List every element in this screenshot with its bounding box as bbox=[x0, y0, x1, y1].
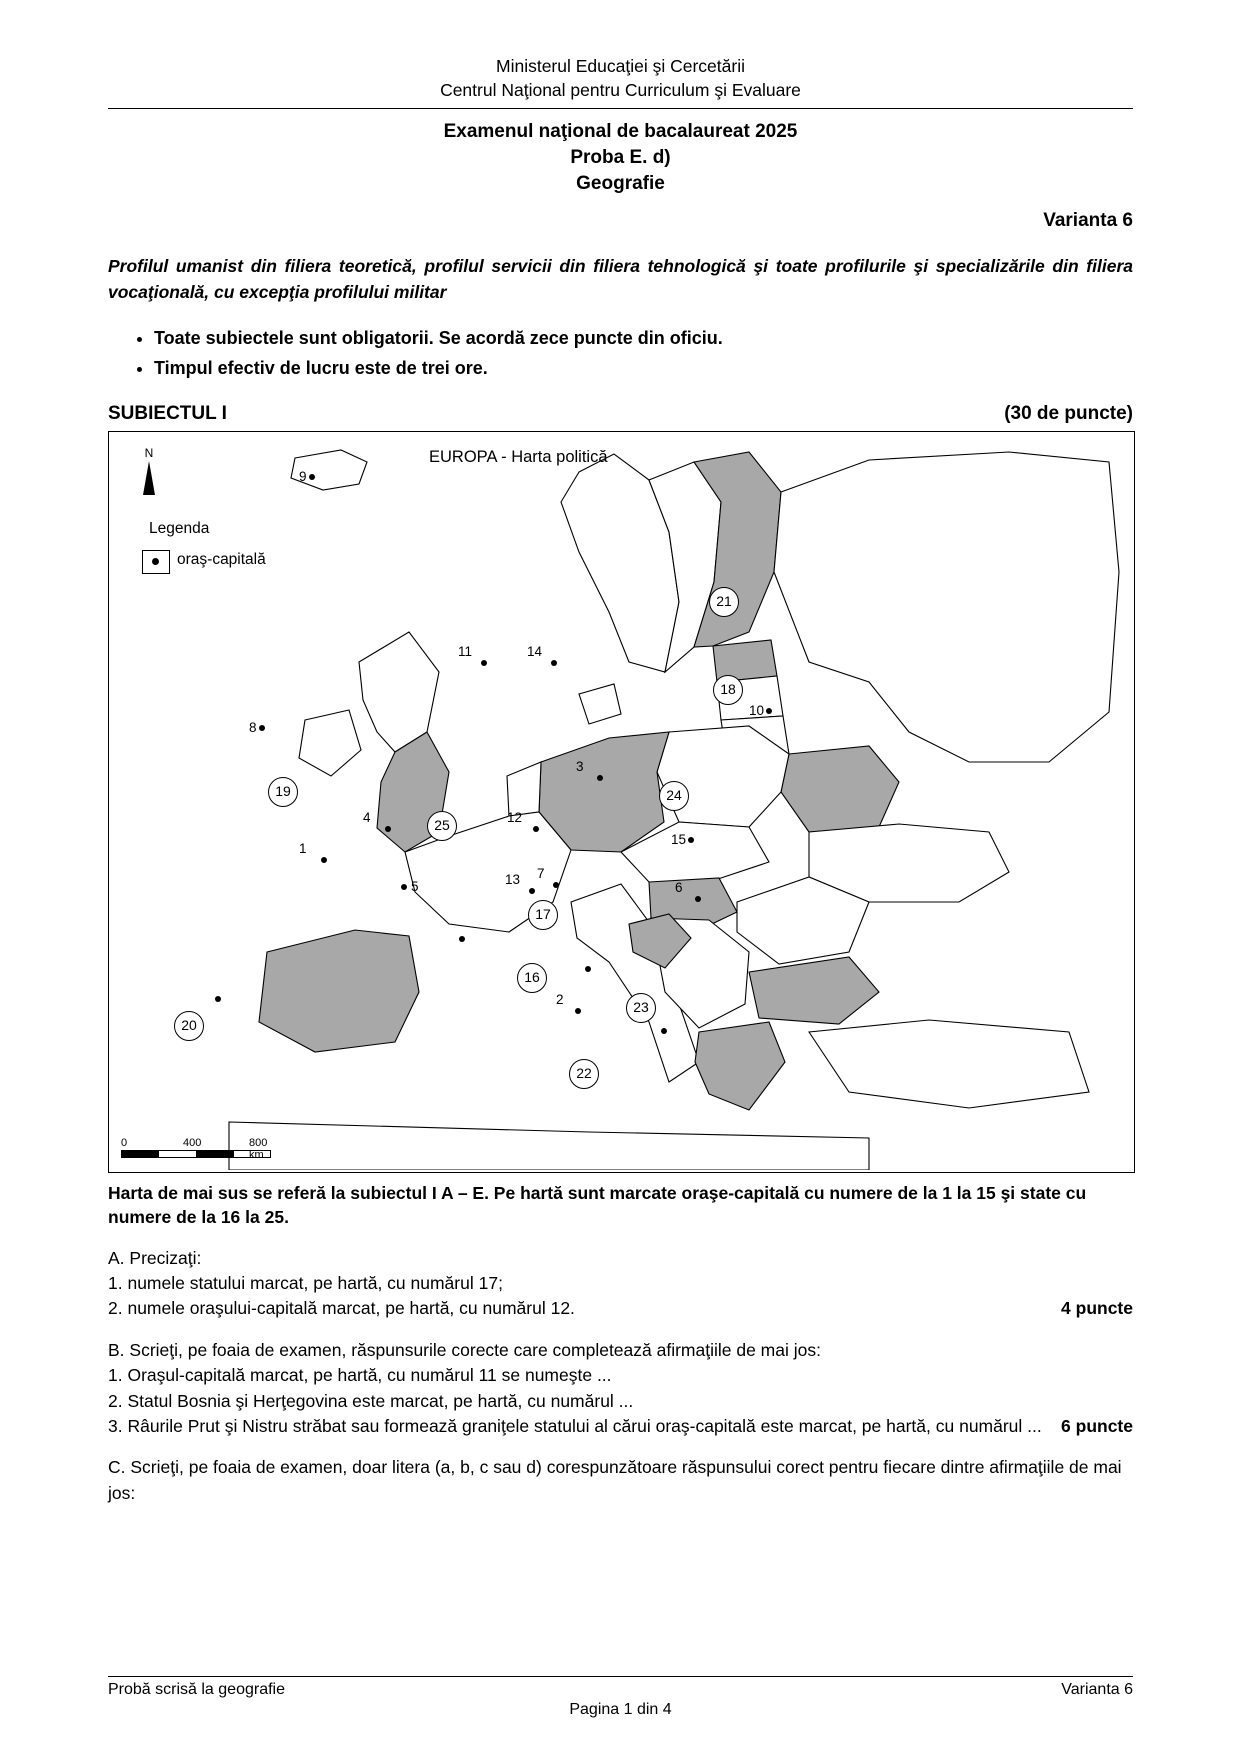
question-c-title: C. Scrieţi, pe foaia de examen, doar litera (a, b, c sau d) corespunzătoare răspunsului corect pentru fiecare dintre afirmaţiile de mai jos: bbox=[108, 1457, 1122, 1503]
scale-mid: 400 bbox=[183, 1136, 202, 1149]
question-a-item-2: 4 puncte 2. numele oraşului-capitală marcat, pe hartă, cu numărul 12. bbox=[108, 1296, 1133, 1321]
question-b-item-2: 2. Statul Bosnia şi Herţegovina este marcat, pe hartă, cu numărul ... bbox=[108, 1390, 634, 1411]
city-dot-madrid bbox=[215, 996, 221, 1002]
map-number-4: 4 bbox=[363, 809, 371, 825]
question-c bbox=[108, 1455, 1133, 1506]
map-number-7: 7 bbox=[537, 865, 545, 881]
variant-label: Varianta 6 bbox=[1043, 210, 1133, 232]
footer-right: Varianta 6 bbox=[1061, 1681, 1133, 1698]
map-state-24: 24 bbox=[659, 781, 689, 811]
map-graphic bbox=[109, 432, 1132, 1170]
city-dot-11 bbox=[481, 660, 487, 666]
compass-north-icon bbox=[134, 446, 164, 495]
footer-divider bbox=[108, 1676, 1133, 1677]
map-state-22: 21 bbox=[709, 587, 739, 617]
map-number-8: 8 bbox=[249, 720, 265, 735]
map-state-18: 18 bbox=[713, 675, 743, 705]
question-b-points: 6 puncte bbox=[1061, 1415, 1133, 1436]
map-state-25: 25 bbox=[427, 811, 457, 841]
map-number-13: 13 bbox=[505, 871, 521, 887]
map-number-11: 11 bbox=[458, 643, 473, 659]
map-number-15: 15 bbox=[671, 832, 694, 847]
instruction-item: • Timpul efectiv de lucru este de trei ore. bbox=[154, 355, 1133, 383]
map-scalebar bbox=[121, 1136, 281, 1161]
exam-title: Examenul naţional de bacalaureat 2025 bbox=[443, 121, 798, 143]
scale-zero: 0 bbox=[121, 1136, 128, 1149]
city-dot-7 bbox=[553, 882, 559, 888]
city-dot-13 bbox=[529, 888, 535, 894]
subject-points: (30 de puncte) bbox=[1004, 402, 1133, 424]
instruction-item: • Toate subiectele sunt obligatorii. Se acordă zece puncte din oficiu. bbox=[154, 325, 1133, 353]
footer-left: Probă scrisă la geografie bbox=[108, 1681, 285, 1698]
city-dot-2 bbox=[575, 1008, 581, 1014]
city-dot-sofia bbox=[585, 966, 591, 972]
map-number-14: 14 bbox=[527, 643, 543, 659]
ministry-line-2: Centrul Naţional pentru Curriculum şi Evaluare bbox=[440, 79, 801, 100]
subject-label: SUBIECTUL I bbox=[108, 402, 227, 424]
legend-title: Legenda bbox=[149, 519, 210, 537]
city-dot-1 bbox=[321, 857, 327, 863]
exam-subject: Geografie bbox=[576, 172, 665, 194]
map-note: Harta de mai sus se referă la subiectul I A – E. Pe hartă sunt marcate oraşe-capitală cu numere de la 1 la 15 şi state cu numere de la 16 la 25. bbox=[108, 1182, 1087, 1228]
map-number-3: 3 bbox=[576, 758, 584, 774]
city-dot-6 bbox=[695, 896, 701, 902]
legend-capital-icon bbox=[142, 550, 170, 574]
scale-end: 800 km bbox=[249, 1136, 268, 1161]
europe-map bbox=[108, 431, 1135, 1173]
question-b-item-1: 1. Oraşul-capitală marcat, pe hartă, cu numărul 11 se numeşte ... bbox=[108, 1365, 612, 1386]
map-state-16: 16 bbox=[517, 963, 547, 993]
map-number-12: 12 bbox=[507, 809, 523, 825]
subject-header bbox=[108, 403, 1133, 425]
exam-title-block bbox=[108, 119, 1133, 196]
instructions-list bbox=[108, 325, 1133, 383]
city-dot-rome bbox=[459, 936, 465, 942]
ministry-line-1: Ministerul Educaţiei şi Cercetării bbox=[496, 56, 745, 76]
footer-page-number: Pagina 1 din 4 bbox=[569, 1701, 672, 1718]
question-b bbox=[108, 1338, 1133, 1440]
compass-needle-icon bbox=[143, 461, 155, 495]
question-a-item-1: 1. numele statului marcat, pe hartă, cu numărul 17; bbox=[108, 1273, 503, 1294]
map-number-2: 2 bbox=[556, 991, 564, 1007]
map-number-5: 5 bbox=[401, 879, 419, 894]
question-b-item-3: 6 puncte 3. Râurile Prut şi Nistru străbat sau formează graniţele statului al cărui oraş-capitală este marcat, pe hartă, cu numărul ... bbox=[108, 1414, 1133, 1439]
question-a bbox=[108, 1246, 1133, 1322]
map-state-19: 19 bbox=[268, 777, 298, 807]
question-a-points: 4 puncte bbox=[1061, 1298, 1133, 1319]
exam-proba: Proba E. d) bbox=[570, 146, 671, 168]
city-dot-3 bbox=[597, 775, 603, 781]
map-number-10: 10 bbox=[749, 703, 772, 718]
question-a-title: A. Precizaţi: bbox=[108, 1247, 202, 1268]
legend-capital-label: oraş-capitală bbox=[177, 550, 266, 568]
question-b-title: B. Scrieţi, pe foaia de examen, răspunsurile corecte care completează afirmaţiile de mai jos: bbox=[108, 1339, 821, 1360]
map-title: EUROPA - Harta politică bbox=[429, 447, 608, 466]
city-dot-14 bbox=[551, 660, 557, 666]
header-divider bbox=[108, 108, 1133, 109]
compass-label: N bbox=[144, 445, 154, 460]
page-footer bbox=[108, 1676, 1133, 1719]
map-state-17: 17 bbox=[528, 900, 558, 930]
ministry-header bbox=[108, 55, 1133, 102]
map-number-1: 1 bbox=[299, 840, 307, 856]
map-number-9: 9 bbox=[299, 469, 315, 484]
map-state-20: 20 bbox=[174, 1011, 204, 1041]
city-dot-athens bbox=[661, 1028, 667, 1034]
city-dot-12 bbox=[533, 826, 539, 832]
map-state-23: 23 bbox=[626, 993, 656, 1023]
map-number-6: 6 bbox=[675, 879, 683, 895]
profile-note: Profilul umanist din filiera teoretică, profilul servicii din filiera tehnologică şi toate profilurile şi specializările din filiera vocaţională, cu excepţia profilului militar bbox=[108, 256, 1133, 302]
city-dot-4 bbox=[385, 826, 391, 832]
map-state-21: 22 bbox=[569, 1059, 599, 1089]
